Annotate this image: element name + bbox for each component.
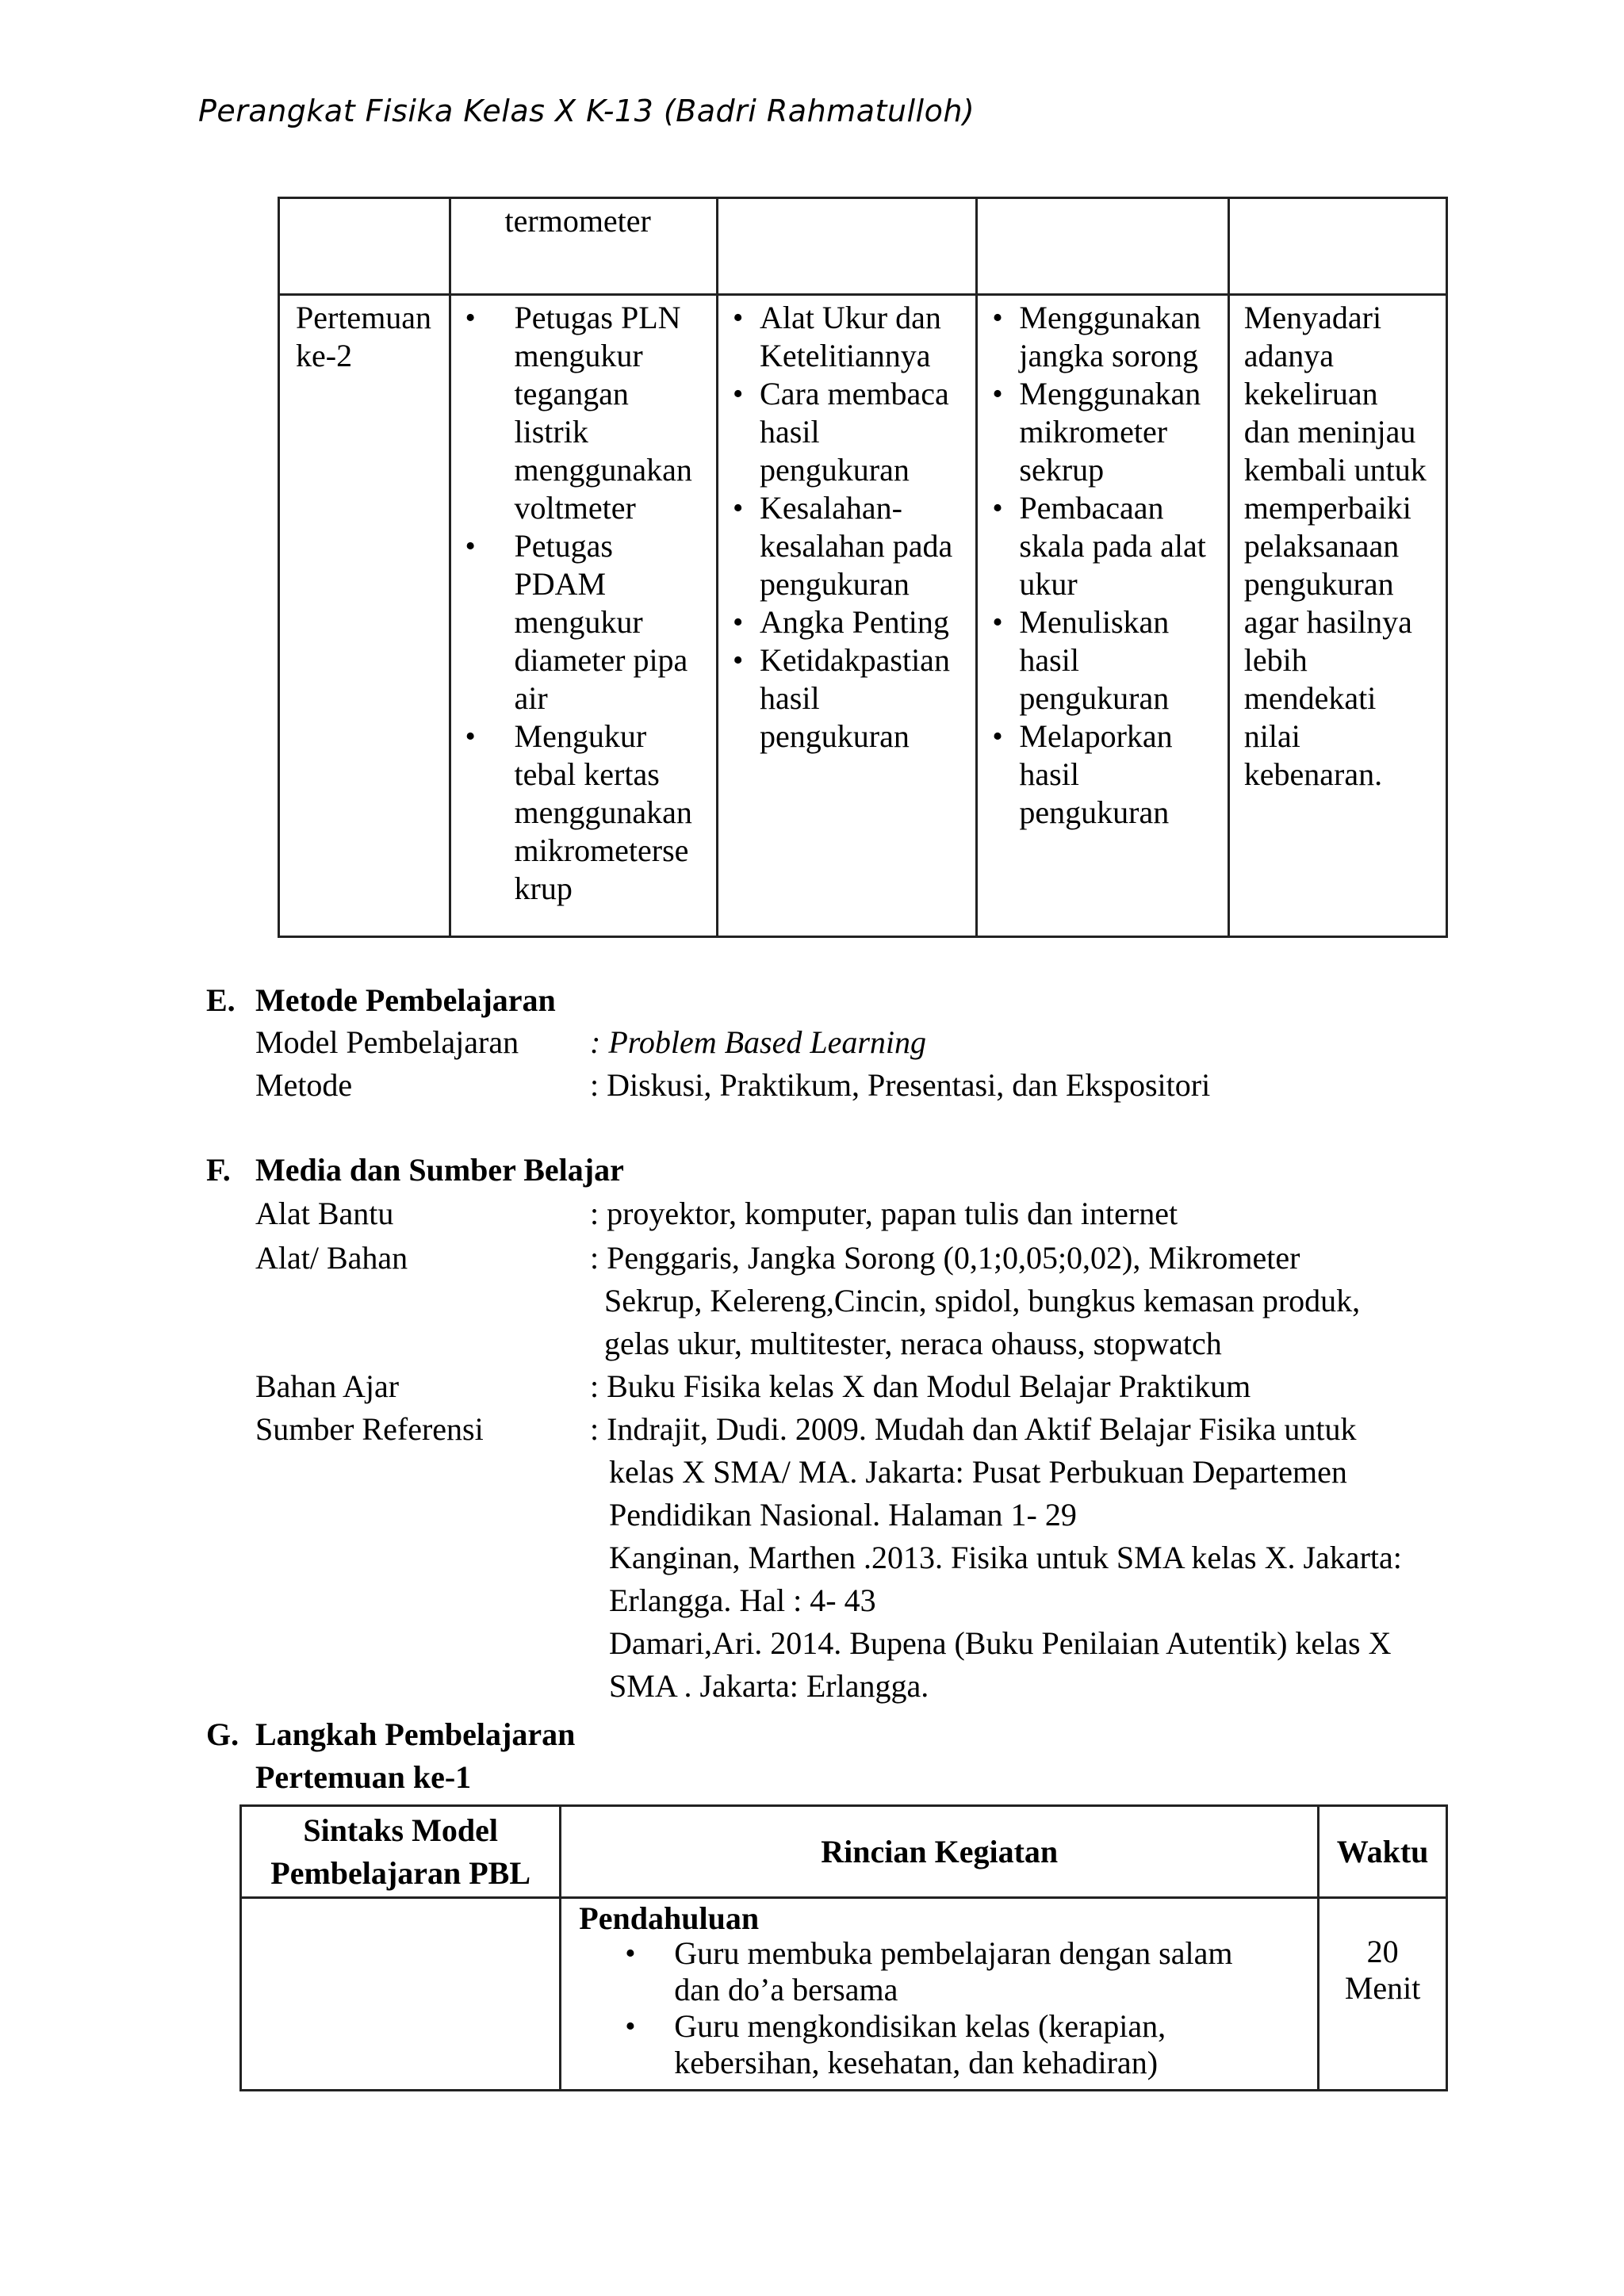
section-label: F. (206, 1152, 231, 1188)
table-cell (279, 198, 450, 295)
section-title: Media dan Sumber Belajar (255, 1152, 624, 1188)
table-header-row (241, 1806, 1447, 1898)
row-key: Metode (255, 1067, 353, 1103)
section-title: Metode Pembelajaran (255, 982, 556, 1018)
table-cell (1228, 198, 1446, 295)
list-item: • Kesalahan-kesalahan pada pengukuran (728, 489, 963, 603)
material-list (728, 299, 963, 756)
list-item: • Cara membaca hasil pengukuran (728, 375, 963, 489)
skill-list (987, 299, 1214, 832)
table-row (279, 198, 1447, 295)
meeting-cell (279, 295, 450, 937)
section-label: G. (206, 1716, 239, 1752)
learning-steps-table (239, 1804, 1448, 2091)
row-value: : Penggaris, Jangka Sorong (0,1;0,05;0,02), Mikrometer (590, 1240, 1300, 1276)
row-value: : Indrajit, Dudi. 2009. Mudah dan Aktif Belajar Fisika untuk (590, 1411, 1357, 1447)
section-e-heading (206, 982, 556, 1019)
alat-bahan-cont: Sekrup, Kelereng,Cincin, spidol, bungkus kemasan produk, (604, 1283, 1361, 1318)
list-item: • Menggunakan mikrometer sekrup (987, 375, 1214, 489)
row-value: : Problem Based Learning (590, 1024, 927, 1060)
list-item: • Angka Penting (728, 603, 963, 641)
attitude-text: Menyadari adanya kekeliruan dan meninjau kembali untuk memperbaiki pelaksanaan pengukuran agar hasilnya lebih mendekati nilai kebenaran. (1243, 300, 1427, 792)
row-key: Sumber Referensi (255, 1411, 484, 1447)
section-label: E. (206, 982, 236, 1018)
sumber-cont: Kanginan, Marthen .2013. Fisika untuk SMA kelas X. Jakarta: (609, 1540, 1402, 1575)
activity-list (619, 1935, 1262, 2081)
page-header: Perangkat Fisika Kelas X K-13 (Badri Rahmatulloh) (198, 94, 975, 128)
row-key: Bahan Ajar (255, 1368, 400, 1404)
section-title: Langkah Pembelajaran (255, 1716, 576, 1752)
row-value: : Diskusi, Praktikum, Presentasi, dan Ekspositori (590, 1067, 1211, 1103)
table-row (279, 295, 1447, 937)
list-item: • Menuliskan hasil pengukuran (987, 603, 1214, 718)
sumber-cont: kelas X SMA/ MA. Jakarta: Pusat Perbukuan Departemen (609, 1454, 1347, 1490)
header-waktu: Waktu (1319, 1806, 1447, 1898)
alat-bahan-cont: gelas ukur, multitester, neraca ohauss, stopwatch (604, 1326, 1222, 1361)
row-key: Alat/ Bahan (255, 1240, 408, 1276)
material-cell (718, 295, 977, 937)
context-cell (450, 295, 718, 937)
sumber-cont: Pendidikan Nasional. Halaman 1- 29 (609, 1497, 1077, 1533)
row-value: : Buku Fisika kelas X dan Modul Belajar Praktikum (590, 1368, 1251, 1404)
row-key: Model Pembelajaran (255, 1024, 519, 1060)
list-item: • Alat Ukur dan Ketelitiannya (728, 299, 963, 375)
header-sintaks (241, 1806, 561, 1898)
list-item: • Mengukur tebal kertas menggunakan mikrometerse krup (459, 718, 704, 908)
section-f-heading (206, 1151, 624, 1188)
row-key: Alat Bantu (255, 1196, 394, 1231)
waktu-cell (1319, 1898, 1447, 2091)
meeting-subtitle: Pertemuan ke-1 (255, 1759, 472, 1795)
waktu-value: 20 (1366, 1934, 1399, 1969)
table-cell (977, 198, 1228, 295)
list-item: • Petugas PDAM mengukur diameter pipa air (459, 527, 704, 718)
meeting-label: Pertemuan ke-2 (296, 300, 432, 373)
header-rincian: Rincian Kegiatan (561, 1806, 1319, 1898)
sumber-cont: Erlangga. Hal : 4- 43 (609, 1582, 876, 1618)
activity-title: Pendahuluan (579, 1900, 760, 1936)
table-row (241, 1898, 1447, 2091)
list-item: • Pembacaan skala pada alat ukur (987, 489, 1214, 603)
section-g-heading (206, 1716, 575, 1753)
waktu-unit: Menit (1344, 1970, 1421, 2006)
list-item: • Guru membuka pembelajaran dengan salam dan do’a bersama (619, 1935, 1262, 2008)
sintaks-cell (241, 1898, 561, 2091)
context-list (459, 299, 704, 908)
row-value: : proyektor, komputer, papan tulis dan internet (590, 1196, 1178, 1231)
skill-cell (977, 295, 1228, 937)
sumber-cont: SMA . Jakarta: Erlangga. (609, 1668, 929, 1704)
list-item: • Melaporkan hasil pengukuran (987, 718, 1214, 832)
list-item: • Ketidakpastian hasil pengukuran (728, 641, 963, 756)
header-text: Sintaks Model (303, 1812, 498, 1848)
cell-text: termometer (504, 203, 651, 239)
sumber-cont: Damari,Ari. 2014. Bupena (Buku Penilaian Autentik) kelas X (609, 1625, 1392, 1661)
attitude-cell (1228, 295, 1446, 937)
list-item: • Guru mengkondisikan kelas (kerapian, kebersihan, kesehatan, dan kehadiran) (619, 2008, 1262, 2081)
rincian-cell (561, 1898, 1319, 2091)
table-cell (450, 198, 718, 295)
competency-table (278, 197, 1448, 938)
header-text: Pembelajaran PBL (270, 1854, 530, 1891)
list-item: • Menggunakan jangka sorong (987, 299, 1214, 375)
list-item: • Petugas PLN mengukur tegangan listrik menggunakan voltmeter (459, 299, 704, 527)
table-cell (718, 198, 977, 295)
